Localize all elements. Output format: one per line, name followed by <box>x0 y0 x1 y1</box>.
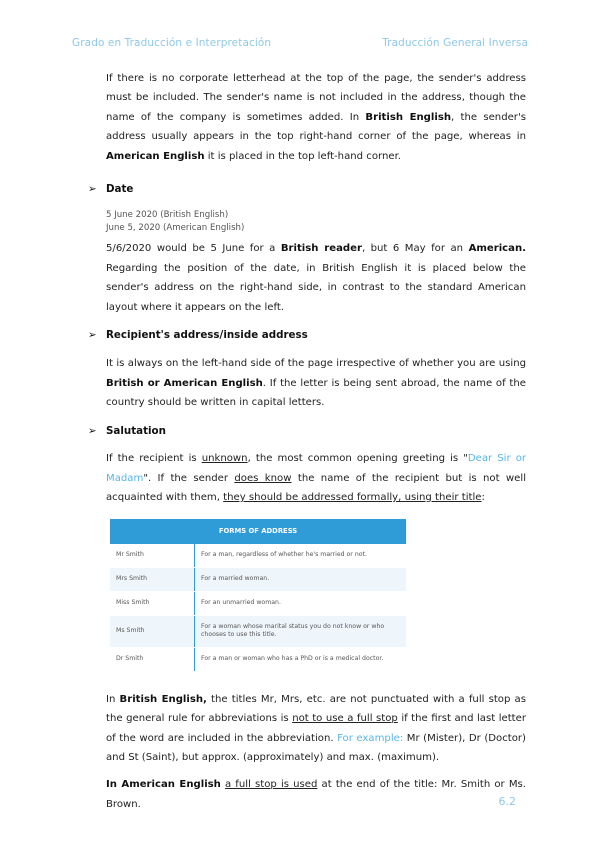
header-right: Traducción General Inversa <box>382 37 528 49</box>
date-heading-label: Date <box>106 183 134 196</box>
salutation-heading <box>88 422 526 441</box>
american-titles-paragraph <box>106 775 526 814</box>
date-text: , but 6 May for an <box>361 243 469 255</box>
header-left: Grado en Traducción e Interpretación <box>72 37 272 49</box>
british-titles-paragraph <box>106 690 526 768</box>
salutation-paragraph <box>106 449 526 507</box>
date-paragraph <box>106 239 526 317</box>
table-header: FORMS OF ADDRESS <box>110 519 406 544</box>
table-row <box>110 647 406 671</box>
date-example-british: 5 June 2020 (British English) <box>106 210 229 221</box>
arrow-bullet-icon: ➢ <box>88 183 97 196</box>
table-cell-title: Mrs Smith <box>110 567 195 591</box>
table-row <box>110 615 406 647</box>
page-number: 6.2 <box>498 795 516 808</box>
table-row <box>110 567 406 591</box>
recipient-heading <box>88 326 526 345</box>
intro-text: , the sender's address usually appears in the top right-hand corner of the page, whereas in <box>106 111 526 143</box>
american-bold: In American English <box>106 779 221 791</box>
salutation-greeting-example: Dear Sir or Madam <box>106 453 527 484</box>
american-underline: a full stop is used <box>224 779 318 791</box>
british-underline: not to use a full stop <box>292 713 398 725</box>
salutation-text: : <box>481 491 485 503</box>
recipient-paragraph <box>106 354 526 412</box>
table-cell-description: For a man, regardless of whether he's married or not. <box>195 544 407 567</box>
table-cell-description: For a married woman. <box>195 567 407 591</box>
table-cell-description: For an unmarried woman. <box>195 591 407 615</box>
table-cell-title: Dr Smith <box>110 647 195 671</box>
date-text: Regarding the position of the date, in British English it is placed below the sender's address on the right-hand side, in contrast to the standard American layout where it appears on the left. <box>106 262 526 313</box>
intro-bold-american: American English <box>106 150 205 162</box>
recipient-text: . If the letter is being sent abroad, the name of the country should be written in capital letters. <box>106 377 526 409</box>
arrow-bullet-icon: ➢ <box>88 329 97 342</box>
table-cell-title: Miss Smith <box>110 591 195 615</box>
intro-text: If there is no corporate letterhead at the top of the page, the sender's address must be included. The sender's name is not included in the address, though the name of the company is sometimes added. In <box>106 73 526 123</box>
table-cell-title: Mr Smith <box>110 544 195 567</box>
table-cell-description: For a woman whose marital status you do not know or who chooses to use this title. <box>195 615 407 647</box>
american-text: at the end of the title: Mr. Smith or Ms. Brown. <box>106 779 526 810</box>
salutation-text: , the most common opening greeting is " <box>247 453 468 465</box>
date-text: 5/6/2020 would be 5 June for a <box>106 243 281 255</box>
date-heading <box>88 180 526 199</box>
intro-text: it is placed in the top left-hand corner. <box>204 150 402 162</box>
british-text: In <box>106 693 120 705</box>
british-bold: British English, <box>119 693 207 705</box>
recipient-text: It is always on the left-hand side of the page irrespective of whether you are using <box>106 358 526 370</box>
salutation-underline-formally: they should be addressed formally, using their title <box>223 491 482 503</box>
page-content <box>88 69 527 814</box>
salutation-text: the name of the recipient but is not well acquainted with them, <box>106 472 527 503</box>
table-row <box>110 591 406 615</box>
intro-bold-british: British English <box>365 111 452 123</box>
table-cell-description: For a man or woman who has a PhD or is a medical doctor. <box>195 647 407 671</box>
salutation-text: ". If the sender <box>143 472 235 484</box>
salutation-underline-unknown: unknown <box>201 453 248 465</box>
table-cell-title: Ms Smith <box>110 615 195 647</box>
british-text: if the first and last letter of the word are included in the abbreviation. <box>106 713 526 744</box>
date-example-american: June 5, 2020 (American English) <box>106 222 245 233</box>
recipient-heading-label: Recipient's address/inside address <box>106 329 308 342</box>
salutation-heading-label: Salutation <box>106 424 166 437</box>
british-example-label: For example: <box>337 732 404 744</box>
british-text: the titles Mr, Mrs, etc. are not punctuated with a full stop as the general rule for abbreviations is <box>106 693 526 725</box>
salutation-underline-does-know: does know <box>234 472 292 484</box>
salutation-text: If the recipient is <box>106 453 202 465</box>
date-bold-british: British reader <box>280 243 362 255</box>
arrow-bullet-icon: ➢ <box>88 424 97 437</box>
british-text: Mr (Mister), Dr (Doctor) and St (Saint), but approx. (approximately) and max. (maximum). <box>106 732 526 764</box>
recipient-bold: British or American English <box>106 377 263 389</box>
date-bold-american: American. <box>468 243 526 255</box>
intro-paragraph <box>106 69 526 166</box>
table-row <box>110 544 406 567</box>
date-examples <box>106 209 526 234</box>
forms-of-address-table <box>110 519 406 672</box>
